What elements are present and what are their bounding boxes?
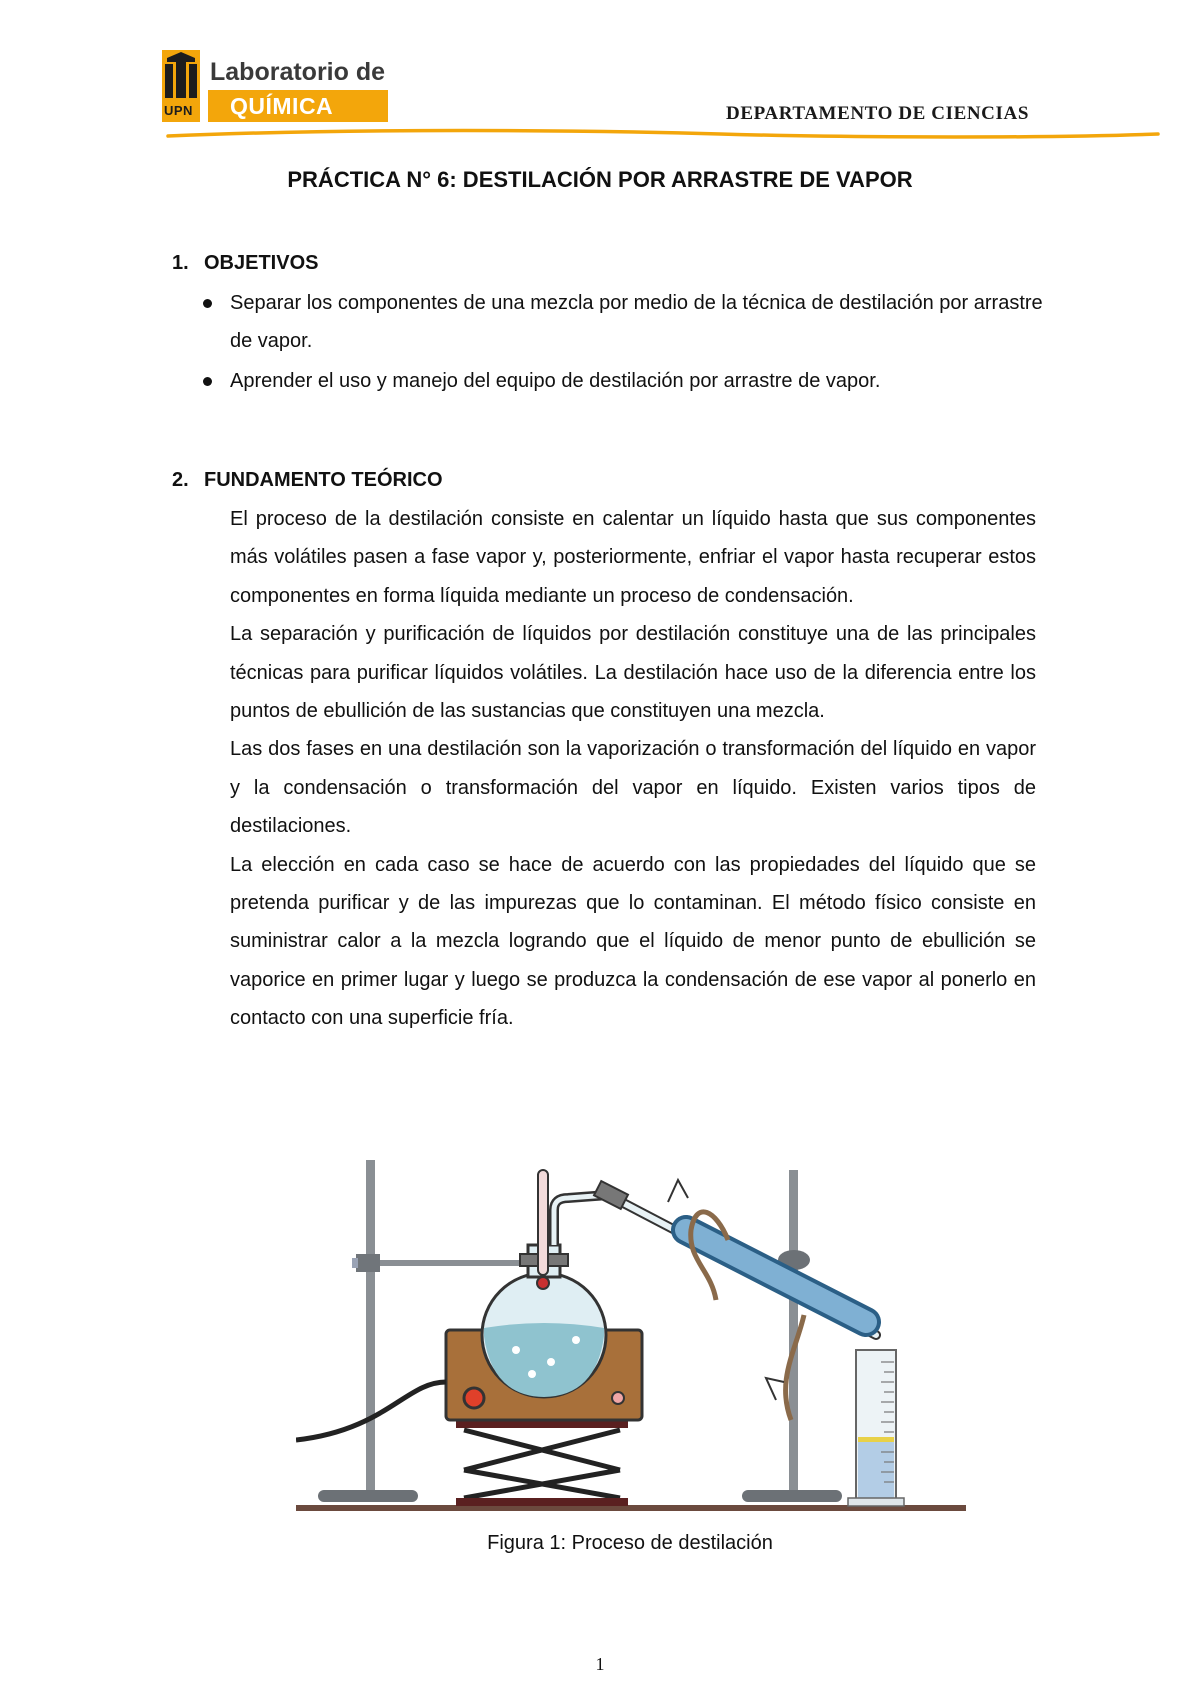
objectives-list: [200, 284, 1050, 402]
paragraph: La elección en cada caso se hace de acuerdo con las propiedades del líquido que se pretenda purificar y de las impurezas que lo contaminan. El método físico consiste en suministrar calor a la mezcla logrando que el líquido de menor punto de ebullición se vaporice en primer lugar y luego se produzca la condensación de ese vapor al ponerlo en contacto con una superficie fría.: [230, 853, 1036, 1030]
logo-title: Laboratorio de: [210, 58, 386, 86]
bullet-icon: [203, 377, 212, 386]
header-rule: [160, 126, 1160, 146]
logo-subtitle: QUÍMICA: [208, 90, 388, 122]
paragraph: El proceso de la destilación consiste en calentar un líquido hasta que sus componentes más volátiles pasen a fase vapor y, posteriormente, enfriar el vapor hasta recuperar estos componentes en forma líquida mediante un proceso de condensación.: [230, 508, 1036, 607]
section-number: 2.: [172, 469, 189, 491]
right-ring-stand: [742, 1170, 842, 1502]
section-title: OBJETIVOS: [204, 252, 319, 274]
list-item: [200, 284, 1050, 360]
arrow-up-icon: [668, 1180, 688, 1202]
objective-text: Separar los componentes de una mezcla por medio de la técnica de destilación por arrastre de vapor.: [230, 292, 1043, 352]
bullet-icon: [203, 299, 212, 308]
paragraph: La separación y purificación de líquidos por destilación constituye una de las principales técnicas para purificar líquidos volátiles. La destilación hace uso de la diferencia entre los puntos de ebullición de las sustancias que constituyen una mezcla.: [230, 623, 1036, 723]
practice-title: PRÁCTICA N° 6: DESTILACIÓN POR ARRASTRE DE VAPOR: [287, 167, 913, 192]
page-number: 1: [595, 1654, 605, 1674]
graduated-cylinder: [848, 1350, 904, 1506]
section-number: 1.: [172, 252, 189, 274]
lab-jack: [456, 1418, 628, 1506]
upn-logo-mark: [162, 50, 200, 122]
distillation-apparatus-figure: [296, 1150, 976, 1520]
theory-body: [230, 500, 1036, 1038]
department-label: DEPARTAMENTO DE CIENCIAS: [726, 103, 1029, 124]
section-title: FUNDAMENTO TEÓRICO: [204, 469, 443, 491]
lab-logo: [162, 50, 388, 122]
distillation-adapter: [554, 1195, 608, 1245]
list-item: [200, 362, 1050, 400]
upn-label: UPN: [164, 103, 193, 118]
paragraph: Las dos fases en una destilación son la vaporización o transformación del líquido en vapor y la condensación o transformación del vapor en líquido. Existen varios tipos de destilaciones.: [230, 738, 1036, 838]
figure-caption: Figura 1: Proceso de destilación: [487, 1532, 773, 1554]
condenser: [594, 1181, 876, 1335]
objective-text: Aprender el uso y manejo del equipo de destilación por arrastre de vapor.: [230, 370, 881, 392]
section-objectives-heading: [172, 252, 318, 275]
thermometer: [537, 1170, 549, 1289]
section-theory-heading: [172, 469, 443, 492]
arrow-in-icon: [766, 1378, 784, 1400]
